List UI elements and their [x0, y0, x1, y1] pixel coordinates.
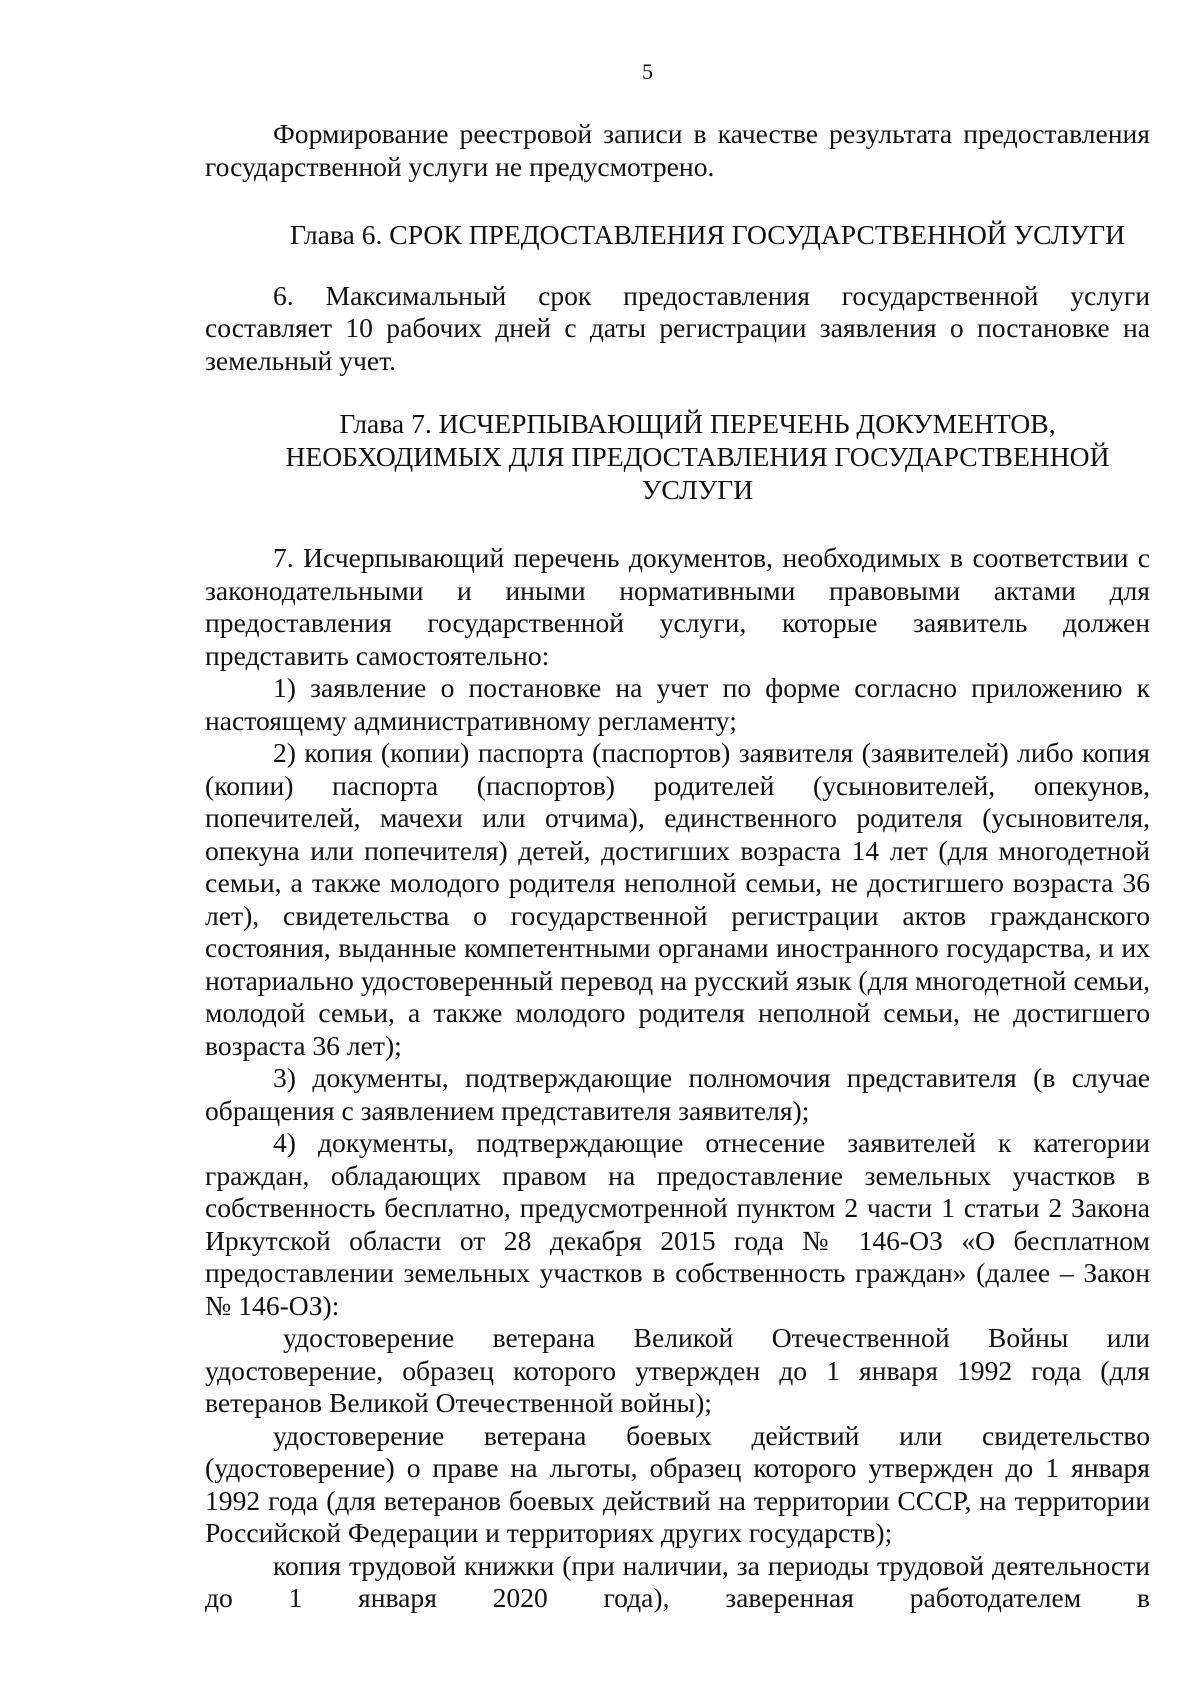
sub-item-work-book-copy: копия трудовой книжки (при наличии, за периоды трудовой деятельности до 1 января 2020 года), заверенная работодателем в: [205, 1549, 1150, 1613]
list-item-3: 3) документы, подтверждающие полномочия представителя (в случае обращения с заявлением представителя заявителя);: [205, 1062, 1150, 1126]
list-item-4: 4) документы, подтверждающие отнесение заявителей к категории граждан, обладающих правом на предоставление земельных участков в собственность бесплатно, предусмотренной пунктом 2 части 1 статьи 2 Закона Иркутской области от 28 декабря 2015 года № 146-ОЗ «О бесплатном предоставлении земельных участков в собственность граждан» (далее – Закон № 146-ОЗ):: [205, 1127, 1150, 1321]
chapter-7-heading-line-1: Глава 7. ИСЧЕРПЫВАЮЩИЙ ПЕРЕЧЕНЬ ДОКУМЕНТОВ,: [339, 408, 1056, 439]
paragraph-documents-list-intro: 7. Исчерпывающий перечень документов, необходимых в соответствии с законодательными и иными нормативными правовыми актами для предоставления государственной услуги, которые заявитель должен представить самостоятельно:: [205, 542, 1150, 671]
chapter-7-heading: [205, 407, 1150, 506]
paragraph-max-term: 6. Максимальный срок предоставления государственной услуги составляет 10 рабочих дней с даты регистрации заявления о постановке на земельный учет.: [205, 279, 1150, 376]
chapter-6-heading: Глава 6. СРОК ПРЕДОСТАВЛЕНИЯ ГОСУДАРСТВЕННОЙ УСЛУГИ: [290, 219, 1125, 250]
paragraph-registry-record: Формирование реестровой записи в качестве результата предоставления государственной услуги не предусмотрено.: [205, 118, 1150, 182]
sub-item-wwii-veteran: удостоверение ветерана Великой Отечественной Войны или удостоверение, образец которого утвержден до 1 января 1992 года (для ветеранов Великой Отечественной войны);: [205, 1322, 1150, 1418]
list-item-2: 2) копия (копии) паспорта (паспортов) заявителя (заявителей) либо копия (копии) паспорта (паспортов) родителей (усыновителей, опекунов, попечителей, мачехи или отчима), единственного родителя (усыновителя, опекуна или попечителя) детей, достигших возраста 14 лет (для многодетной семьи, а также молодого родителя неполной семьи, не достигшего возраста 36 лет), свидетельства о государственной регистрации актов гражданского состояния, выданные компетентными органами иностранного государства, и их нотариально удостоверенный перевод на русский язык (для многодетной семьи, молодой семьи, а также молодого родителя неполной семьи, не достигшего возраста 36 лет);: [205, 737, 1150, 1061]
document-page: [205, 58, 1150, 1615]
sub-item-combat-veteran: удостоверение ветерана боевых действий или свидетельство (удостоверение) о праве на льготы, образец которого утвержден до 1 января 1992 года (для ветеранов боевых действий на территории СССР, на территории Российской Федерации и территориях других государств);: [205, 1419, 1150, 1548]
chapter-7-heading-line-3: УСЛУГИ: [641, 474, 754, 505]
list-item-1: 1) заявление о постановке на учет по форме согласно приложению к настоящему административному регламенту;: [205, 672, 1150, 736]
chapter-7-heading-line-2: НЕОБХОДИМЫХ ДЛЯ ПРЕДОСТАВЛЕНИЯ ГОСУДАРСТВЕННОЙ: [285, 441, 1110, 472]
page-number: 5: [642, 59, 653, 84]
